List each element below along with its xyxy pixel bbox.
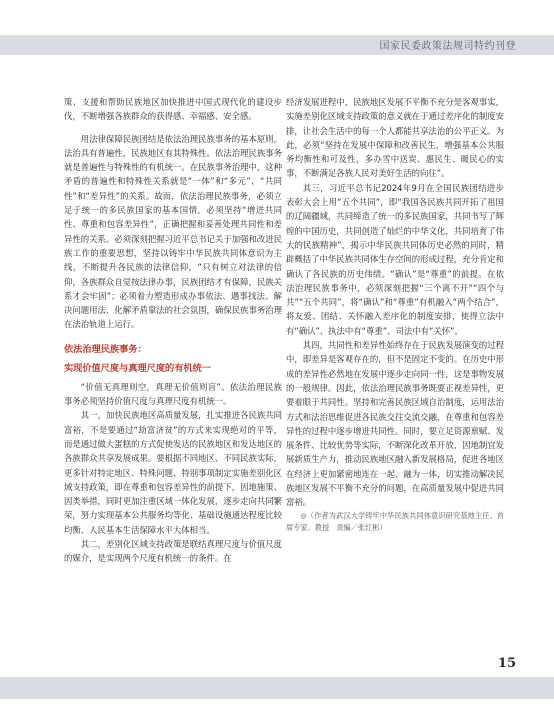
page-number: 15: [497, 656, 516, 671]
paragraph: 其四，共同性和差异性始终存在于民族发展演变的过程中，即差异是客观存在的，但不是固定不变的。在历史中形成的差异性必然地在发展中逐步走向同一性，这是事物发展的一般规律。因此，依法治理民族事务既要正视差异性，更要着眼于共同性。坚持和完善民族区域自治制度，运用法治方式和法治思维促进各民族交往交流交融，在尊重和包容差异性的过程中逐步增进共同性。同时，要立足资源禀赋、发展条件、比较优势等实际，不断深化改革开放，因地制宜发展新质生产力，推动民族地区融入新发展格局，促进各地区在经济上更加紧密地连在一起、融为一体，切实推动解决民族地区发展不平衡不充分的问题，在高质量发展中促进共同富裕。: [286, 340, 504, 508]
paragraph: “价值无真理则空，真理无价值则盲”。依法治理民族事务必须坚持价值尺度与真理尺度有机统一。: [64, 381, 282, 407]
paragraph: 策、支援和帮助民族地区加快推进中国式现代化的建设步伐，不断增强各族群众的获得感、幸福感、安全感。: [64, 97, 282, 122]
paragraph: 经济发展进程中，民族地区发展不平衡不充分是客观事实，实施差别化区域支持政策的意义就在于通过差序化的制度安排，让社会生活中的每一个人都能共享法治的公平正义。为此，必须“坚持在发展中保障和改善民生，增强基本公共服务均衡性和可及性，多办雪中送炭、惠民生、暖民心的实事，不断满足各族人民对美好生活的向往”。: [286, 97, 504, 179]
paragraph: 其一，加快民族地区高质量发展，扎实推进各民族共同富裕，不是要通过“劫富济贫”的方式来实现绝对的平等，而是通过做大蛋糕的方式促使发达的民族地区和发达地区的各族群众共享发展成果。要根据不同地区、不同民族实际，更多针对特定地区、特殊问题、特别事项制定实施差别化区域支持政策，即在尊重和包容差异性的前提下，因地施策、因类举措，同时更加注重区域一体化发展，逐步走向共同繁荣，努力实现基本公共服务均等化、基础设施通达程度比较均衡、人民基本生活保障水平大体相当。: [64, 410, 282, 535]
section-title: 依法治理民族事务：: [64, 343, 147, 355]
author-note: ◎（作者为武汉大学铸牢中华民族共同体意识研究基地主任、首席专家、教授 责编／张红彬）: [286, 510, 504, 532]
right-column: [286, 95, 504, 534]
running-header: 国家民委政策法规司特约刊登: [379, 41, 516, 52]
paragraph: 其二，差别化区域支持政策是联结真理尺度与价值尺度的媒介，是实现两个尺度有机统一的条件。在: [64, 539, 282, 564]
paragraph: 用法律保障民族团结是依法治理民族事务的基本原则。法治具有普遍性，民族地区有其特殊性。依法治理民族事务就是普遍性与特殊性的有机统一。在民族事务治理中，这种矛盾的普遍性和特殊性关系就是“一体”和“多元”、“共同性”和“差异性”的关系。故而，依法治理民族事务，必须立足于统一的多民族国家的基本国情，必须坚持“增进共同性、尊重和包容差异性”，正确把握和妥善处理共同性和差异性的关系。必须深刻把握习近平总书记关于加强和改进民族工作的重要思想，坚持以铸牢中华民族共同体意识为主线，不断提升各民族的法律信仰，“只有树立对法律的信仰，各族群众自觉按法律办事，民族团结才有保障，民族关系才会牢固”；必须着力塑造形成办事依法、遇事找法、解决问题用法、化解矛盾靠法的社会氛围，确保民族事务治理在法治轨道上运行。: [64, 133, 282, 330]
footer-bar: [0, 677, 554, 699]
paragraph: 其三，习近平总书记2024年9月在全国民族团结进步表彰大会上用“五个共同”，即“我国各民族共同开拓了祖国的辽阔疆域，共同缔造了统一的多民族国家，共同书写了辉煌的中国历史，共同创造了灿烂的中华文化，共同培育了伟大的民族精神”，揭示中华民族共同体历史必然的同时，精辟概括了中华民族共同体生存空间的形成过程，充分肯定和确认了各民族的历史伟绩。“确认”是“尊重”的前提。在依法治理民族事务中，必须深刻把握“三个离不开”“四个与共”“五个共同”，将“确认”和“尊重”有机融入“两个结合”，将友爱、团结、关怀融入差序化的制度安排，使得立法中有“确认”、执法中有“尊重”、司法中有“关怀”。: [286, 182, 504, 336]
left-column: [64, 95, 282, 566]
section-subtitle: 实现价值尺度与真理尺度的有机统一: [64, 362, 211, 374]
